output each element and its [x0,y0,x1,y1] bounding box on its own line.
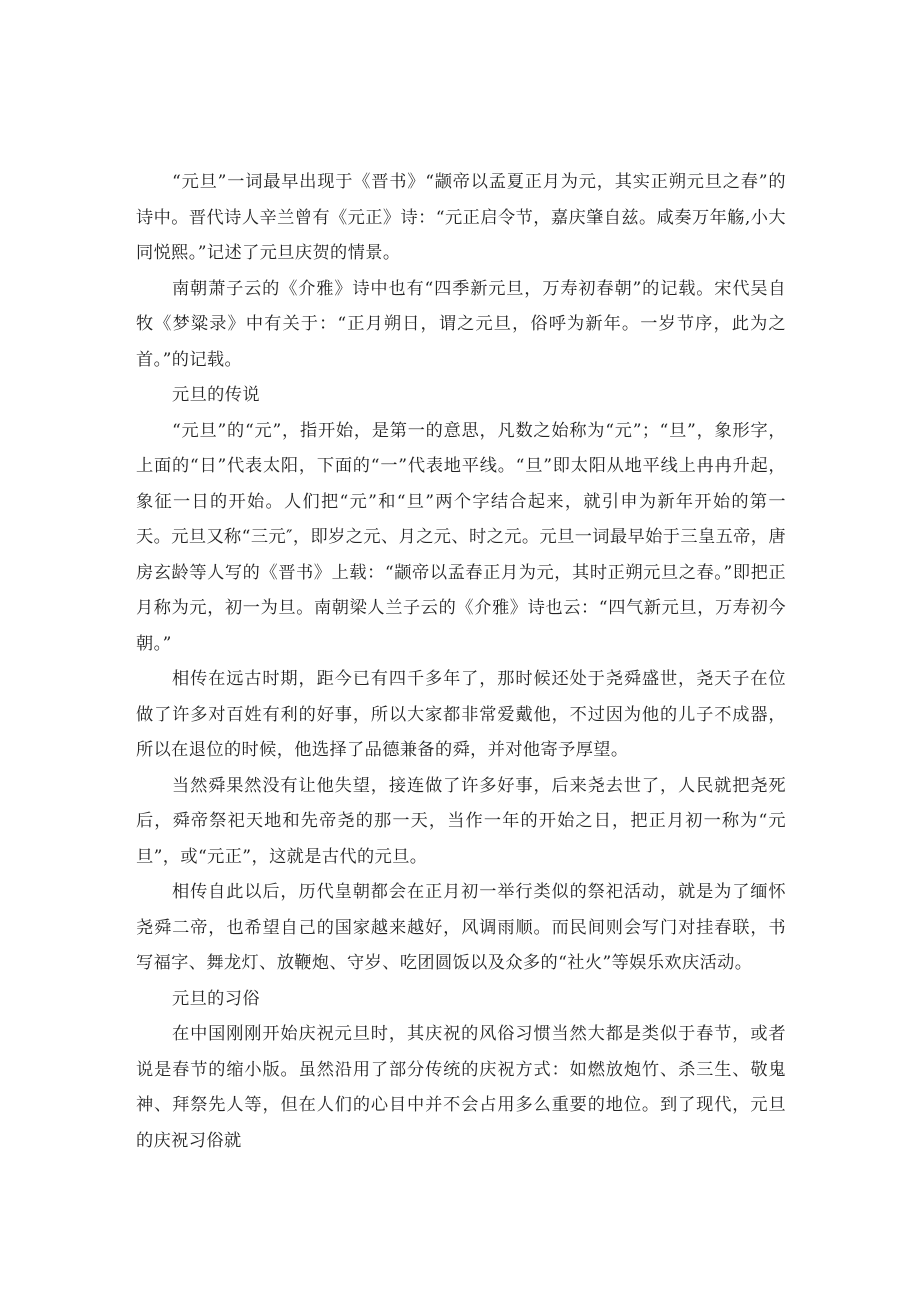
paragraph-origin-jinshu: “元旦”一词最早出现于《晋书》“颛帝以孟夏正月为元，其实正朔元旦之春”的诗中。晋代诗人辛兰曾有《元正》诗：“元正启令节，嘉庆肇自兹。咸奏万年觞,小大同悦熙。”记述了元旦庆贺的情景。 [136,172,786,263]
paragraph-shun-sacrifice: 当然舜果然没有让他失望，接连做了许多好事，后来尧去世了，人民就把尧死后，舜帝祭祀天地和先帝尧的那一天，当作一年的开始之日，把正月初一称为“元旦”，或“元正”，这就是古代的元旦。 [136,775,786,867]
paragraph-later-dynasties: 相传自此以后，历代皇朝都会在正月初一举行类似的祭祀活动，就是为了缅怀尧舜二帝，也希望自己的国家越来越好，风调雨顺。而民间则会写门对挂春联，书写福字、舞龙灯、放鞭炮、守岁、吃团圆饭以及众多的“社火”等娱乐欢庆活动。 [136,882,786,973]
section-heading-legend: 元旦的传说 [172,385,260,405]
paragraph-meaning-of-yuandan: “元旦”的“元”，指开始，是第一的意思，凡数之始称为“元”；“旦”，象形字，上面的“日”代表太阳，下面的“一”代表地平线。“旦”即太阳从地平线上冉冉升起，象征一日的开始。人们把“元”和“旦”两个字结合起来，就引申为新年开始的第一天。元旦又称“三元″，即岁之元、月之元、时之元。元旦一词最早始于三皇五帝，唐房玄龄等人写的《晋书》上载：“颛帝以孟春正月为元，其时正朔元旦之春。”即把正月称为元，初一为旦。南朝梁人兰子云的《介雅》诗也云：“四气新元旦，万寿初今朝。” [136,420,786,654]
section-heading-customs: 元旦的习俗 [172,988,260,1009]
document-body [136,165,786,1159]
paragraph-jieya-mengliang: 南朝萧子云的《介雅》诗中也有“四季新元旦，万寿初春朝”的记载。宋代吴自牧《梦粱录》中有关于：“正月朔日，谓之元旦，俗呼为新年。一岁节序，此为之首。”的记载。 [136,278,786,370]
paragraph-customs: 在中国刚刚开始庆祝元旦时，其庆祝的风俗习惯当然大都是类似于春节，或者说是春节的缩小版。虽然沿用了部分传统的庆祝方式：如燃放炮竹、杀三生、敬鬼神、拜祭先人等，但在人们的心目中并不会占用多么重要的地位。到了现代，元旦的庆祝习俗就 [136,1024,786,1151]
paragraph-yao-shun-legend: 相传在远古时期，距今已有四千多年了，那时候还处于尧舜盛世，尧天子在位做了许多对百姓有利的好事，所以大家都非常爱戴他，不过因为他的儿子不成器，所以在退位的时候，他选择了品德兼备的舜，并对他寄予厚望。 [136,669,786,760]
